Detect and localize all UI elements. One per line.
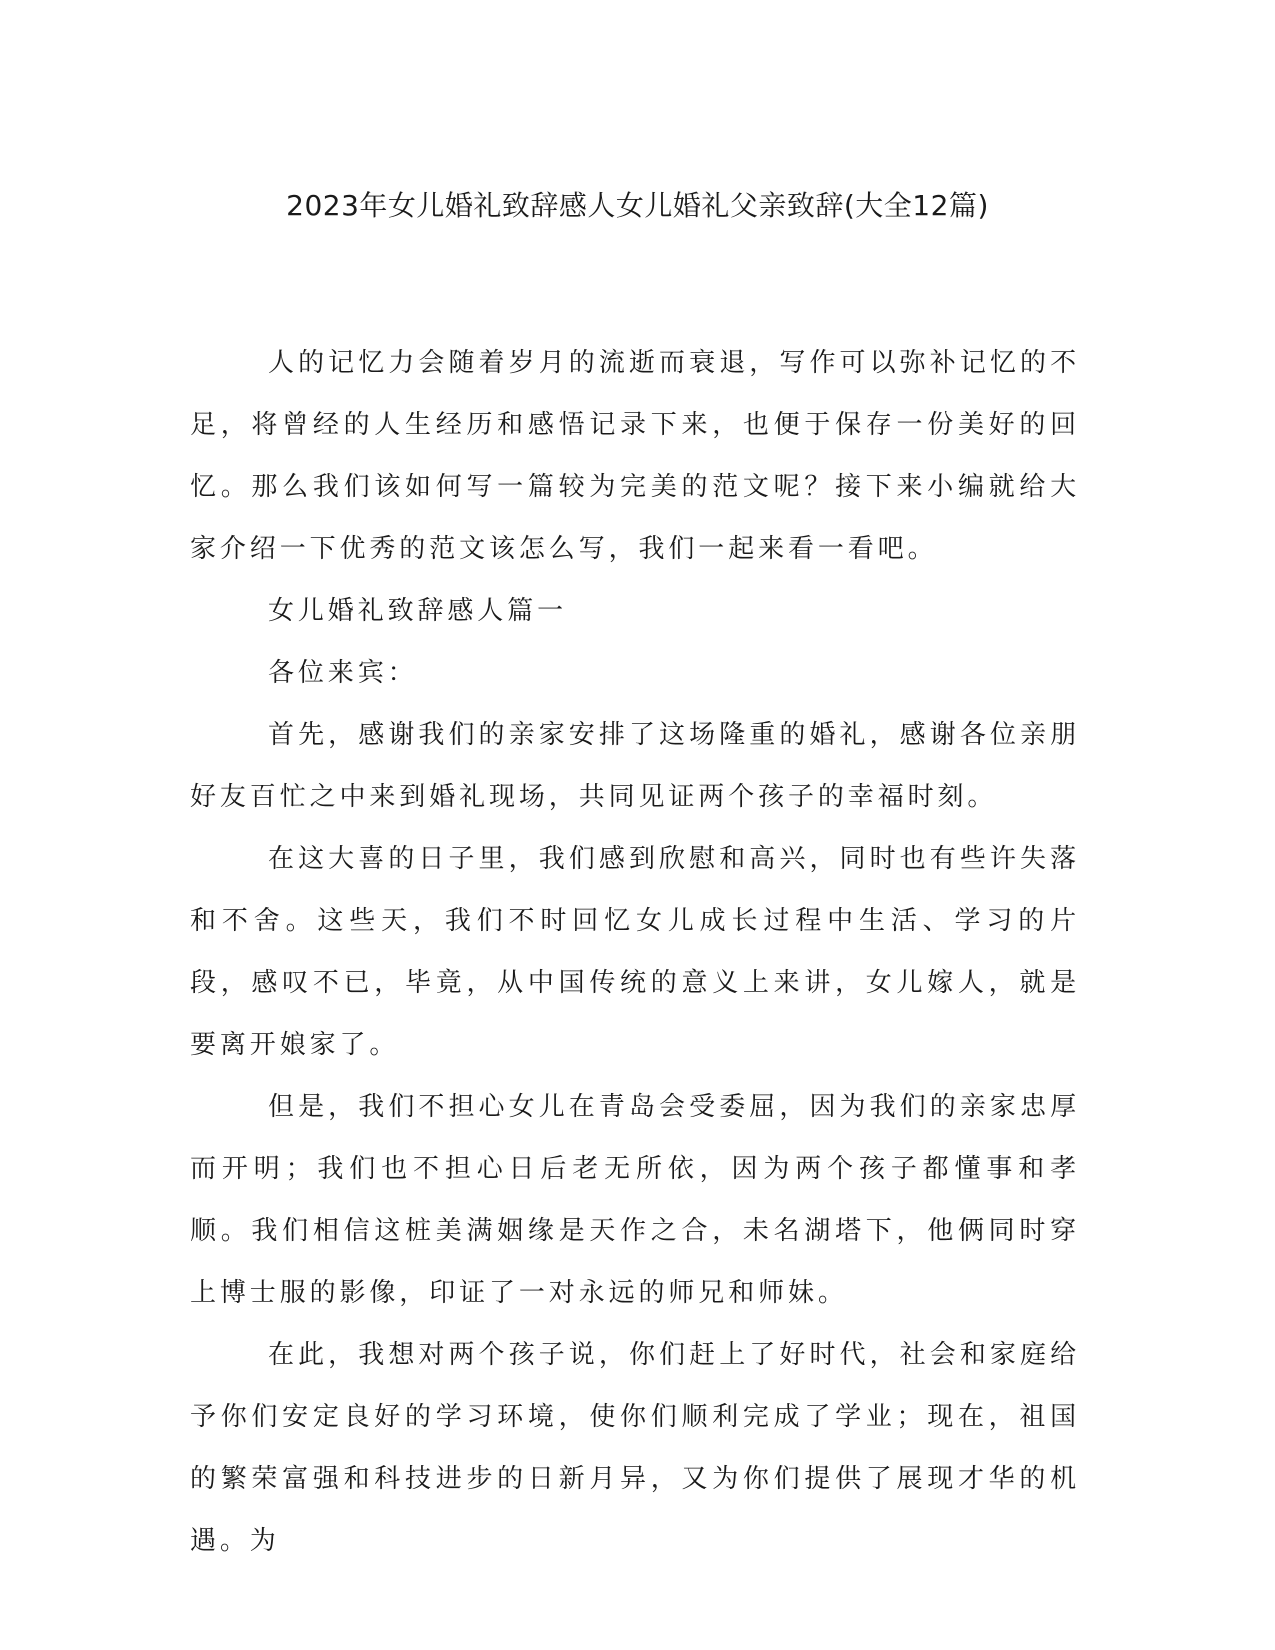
intro-paragraph: 人的记忆力会随着岁月的流逝而衰退，写作可以弥补记忆的不足，将曾经的人生经历和感悟记录下来，也便于保存一份美好的回忆。那么我们该如何写一篇较为完美的范文呢？接下来小编就给大家介绍一下优秀的范文该怎么写，我们一起来看一看吧。: [190, 348, 1080, 564]
document-title: 2023年女儿婚礼致辞感人女儿婚礼父亲致辞(大全12篇): [286, 189, 989, 222]
section-heading: 女儿婚礼致辞感人篇一: [268, 596, 568, 626]
body-paragraph: 首先，感谢我们的亲家安排了这场隆重的婚礼，感谢各位亲朋好友百忙之中来到婚礼现场，共同见证两个孩子的幸福时刻。: [190, 720, 1080, 812]
body-paragraph: 在这大喜的日子里，我们感到欣慰和高兴，同时也有些许失落和不舍。这些天，我们不时回忆女儿成长过程中生活、学习的片段，感叹不已，毕竟，从中国传统的意义上来讲，女儿嫁人，就是要离开娘家了。: [190, 844, 1080, 1060]
document-body: [190, 332, 1080, 1572]
body-paragraph: 但是，我们不担心女儿在青岛会受委屈，因为我们的亲家忠厚而开明；我们也不担心日后老无所依，因为两个孩子都懂事和孝顺。我们相信这桩美满姻缘是天作之合，未名湖塔下，他俩同时穿上博士服的影像，印证了一对永远的师兄和师妹。: [190, 1092, 1080, 1308]
salutation: 各位来宾：: [268, 658, 418, 688]
body-paragraph: 在此，我想对两个孩子说，你们赶上了好时代，社会和家庭给予你们安定良好的学习环境，使你们顺利完成了学业；现在，祖国的繁荣富强和科技进步的日新月异，又为你们提供了展现才华的机遇。为: [190, 1340, 1080, 1556]
